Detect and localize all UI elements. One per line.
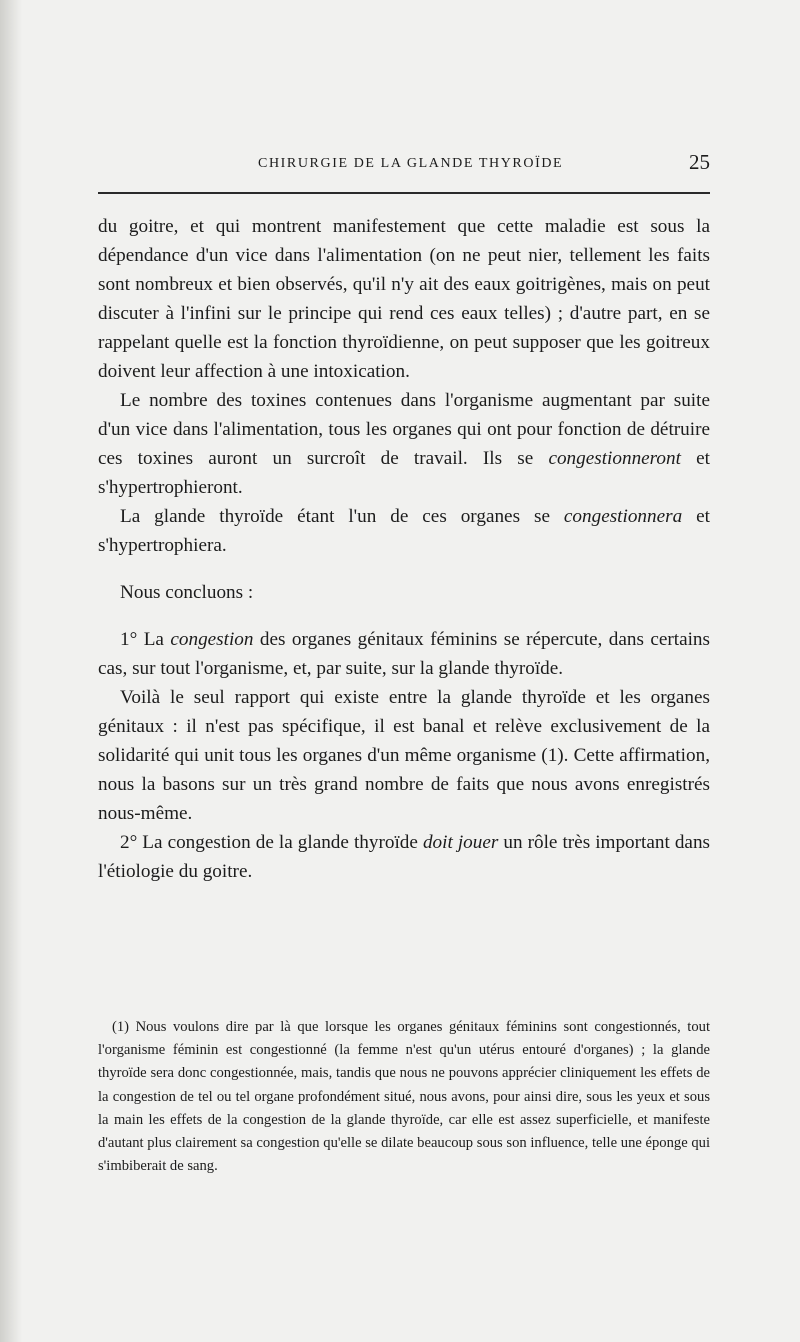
paragraph xyxy=(98,578,710,607)
footnote: (1) Nous voulons dire par là que lorsque les organes génitaux féminins sont congestionnés, tout l'organisme féminin est congestionné (la femme n'est qu'un utérus entouré d'organes) ; la glande thyroïde sera donc congestionnée, mais, tandis que nous ne pouvons apprécier cliniquement les effets de la congestion de tel ou tel organe profondément situé, nous avons, pour ainsi dire, sous les yeux et sous la main les effets de la congestion de la glande thyroïde, car elle est assez superficielle, et manifeste d'autant plus clairement sa congestion qu'elle se dilate beaucoup sous son influence, telle une éponge qui s'imbiberait de sang. xyxy=(98,1019,710,1175)
page-edge-shadow xyxy=(0,0,22,1342)
text-run: des organes génitaux féminins se répercute, dans certains cas, sur tout l'organisme, et, par suite, sur la glande thyroïde. xyxy=(98,629,710,679)
text-run: Le nombre des toxines contenues dans l'organisme augmentant par suite d'un vice dans l'alimentation, tous les organes qui ont pour fonction de détruire ces toxines auront un surcroît de travail. Ils se xyxy=(98,390,710,469)
italic-emphasis: doit jouer xyxy=(422,832,499,853)
footnotes xyxy=(98,1016,710,1178)
text-run: et s'hypertrophiera. xyxy=(98,506,710,556)
header-rule xyxy=(98,192,710,194)
italic-emphasis: congestionneront xyxy=(548,448,681,469)
paragraph xyxy=(98,683,710,828)
italic-emphasis: congestion xyxy=(170,629,254,650)
body-text xyxy=(98,212,710,886)
paragraph xyxy=(98,625,710,683)
running-header xyxy=(98,148,710,178)
text-run: Nous concluons : xyxy=(120,582,254,603)
text-run: un rôle très important dans l'étiologie du goitre. xyxy=(98,832,710,882)
text-run: et s'hypertrophieront. xyxy=(98,448,710,498)
running-title: CHIRURGIE DE LA GLANDE THYROÏDE xyxy=(258,156,564,171)
text-run: Voilà le seul rapport qui existe entre la glande thyroïde et les organes génitaux : il n'est pas spécifique, il est banal et relève exclusivement de la solidarité qui unit tous les organes d'un même organisme (1). Cette affirmation, nous la basons sur un très grand nombre de faits que nous avons enregistrés nous-même. xyxy=(98,687,710,824)
text-run: 1° La xyxy=(120,629,171,650)
page-number: 25 xyxy=(689,150,710,174)
paragraph xyxy=(98,212,710,386)
italic-emphasis: congestionnera xyxy=(563,506,683,527)
text-run: La glande thyroïde étant l'un de ces organes se xyxy=(120,506,564,527)
text-run: 2° La congestion de la glande thyroïde xyxy=(120,832,423,853)
paragraph xyxy=(98,828,710,886)
paragraph xyxy=(98,502,710,560)
paragraph xyxy=(98,386,710,502)
text-run: du goitre, et qui montrent manifestement que cette maladie est sous la dépendance d'un vice dans l'alimentation (on ne peut nier, tellement les faits sont nombreux et bien observés, qu'il n'y ait des eaux goitrigènes, mais on peut discuter à l'infini sur le principe qui rend ces eaux telles) ; d'autre part, en se rappelant quelle est la fonction thyroïdienne, on peut supposer que les goitreux doivent leur affection à une intoxication. xyxy=(98,216,710,382)
